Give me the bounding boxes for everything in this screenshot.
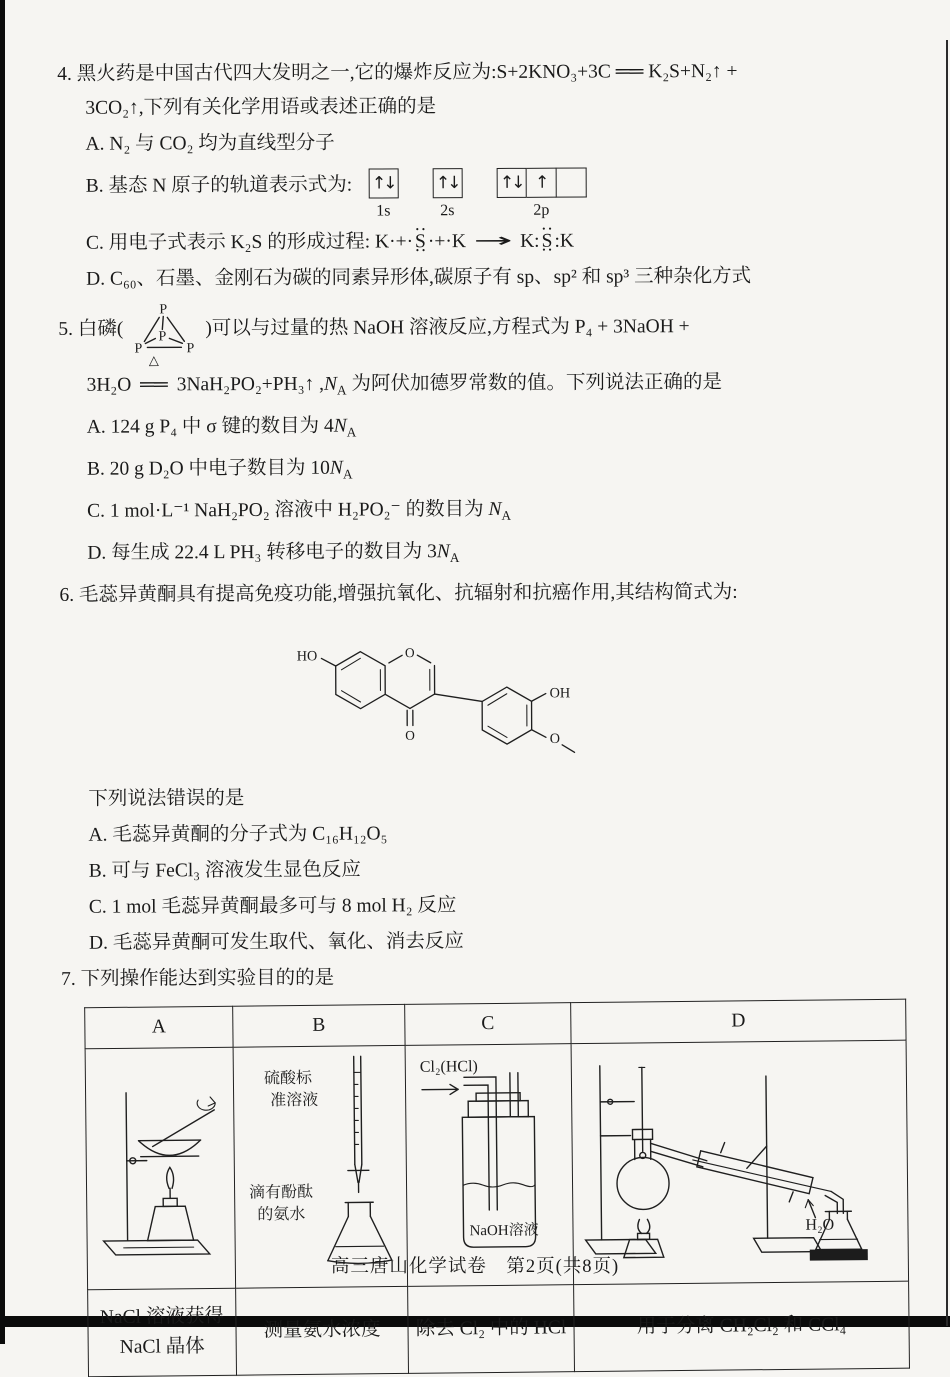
q5-stem-post: )可以与过量的热 NaOH 溶液反应,方程式为 P₄ + 3NaOH + <box>205 310 689 346</box>
orbital-box-2p-2: ↑ <box>526 168 556 198</box>
cell-apparatus-d <box>571 1040 909 1284</box>
q6-stem: 6. 毛蕊异黄酮具有提高免疫功能,增强抗氧化、抗辐射和抗癌作用,其结构简式为: <box>59 575 911 613</box>
q6-option-d: D. 毛蕊异黄酮可发生取代、氧化、消去反应 <box>61 923 913 961</box>
orbital-group-1s <box>368 168 398 220</box>
orbital-box-2p-3 <box>556 168 586 198</box>
p-atom-label: P <box>134 342 142 357</box>
q4-option-c: C. 用电子式表示 K₂S 的形成过程: K·+··· S ···+·K → K:·· S ··:K <box>58 222 910 261</box>
q5-equation-line: 3H₂O △ ══ 3NaH₂PO₂+PH₃↑ $,N_A$ 为阿伏加德罗常数的值。下列说法正确的是 <box>58 365 910 409</box>
ammonia-label-line1: 滴有酚酞 <box>249 1183 313 1202</box>
table-header-b: B <box>233 1004 405 1047</box>
distillation-apparatus-diagram <box>574 1040 906 1271</box>
orbital-box-1s: ↑↓ <box>368 168 398 198</box>
p-atom-label: P <box>186 341 194 356</box>
methoxy-oxygen-label: O <box>550 731 560 747</box>
q5-stem-pre: 5. 白磷( <box>58 313 123 347</box>
q6-option-c: C. 1 mol 毛蕊异黄酮最多可与 8 mol H₂ 反应 <box>61 887 913 925</box>
h2o-label: H₂O <box>805 1216 834 1233</box>
caption-a-line2: NaCl 晶体 <box>91 1331 234 1362</box>
q4-option-a: A. N₂ 与 CO₂ 均为直线型分子 <box>57 124 909 162</box>
q5-option-d: D. 每生成 22.4 L PH₃ 转移电子的数目为 $3N_A$ <box>59 533 911 577</box>
caption-d: 用于分离 CH₂Cl₂ 和 CCl₄ <box>574 1281 910 1372</box>
caption-a <box>88 1288 237 1377</box>
ketone-oxygen-label: O <box>405 727 415 742</box>
cell-apparatus-c <box>405 1043 574 1286</box>
q6-option-a: A. 毛蕊异黄酮的分子式为 C₁₆H₁₂O₅ <box>60 815 912 853</box>
gas-inlet-label: Cl₂(HCl) <box>420 1058 478 1076</box>
ho-label: HO <box>297 648 318 664</box>
p-atom-label: P <box>159 303 167 318</box>
q4-option-b-label: B. 基态 N 原子的轨道表示式为: <box>86 169 353 204</box>
titration-apparatus-diagram <box>234 1046 408 1276</box>
q7-stem: 7. 下列操作能达到实验目的的是 <box>61 959 913 997</box>
table-caption-row <box>88 1281 910 1377</box>
gas-washing-bottle-diagram <box>406 1044 574 1274</box>
orbital-group-2s <box>432 168 462 220</box>
acid-label-line2: 准溶液 <box>270 1090 318 1109</box>
caption-b: 测量氨水浓度 <box>236 1286 409 1375</box>
scan-edge-left <box>0 0 5 1344</box>
orbital-box-2p-1: ↑↓ <box>496 168 526 198</box>
orbital-label-2p: 2p <box>533 201 549 220</box>
q5-option-b: B. 20 g D₂O 中电子数目为 $10N_A$ <box>59 449 911 493</box>
page-content <box>57 52 915 1374</box>
ammonia-label-line2: 的氨水 <box>257 1205 305 1224</box>
table-header-c: C <box>405 1002 571 1045</box>
caption-c: 除去 Cl₂ 中的 HCl <box>408 1284 575 1373</box>
acid-label-line1: 硫酸标 <box>264 1069 313 1088</box>
orbital-label-2s: 2s <box>440 201 454 220</box>
q6-ask: 下列说法错误的是 <box>60 779 912 817</box>
q4-stem: 4. 黑火药是中国古代四大发明之一,它的爆炸反应为:S+2KNO₃+3C ══ K₂S+N₂↑ + 3CO₂↑,下列有关化学用语或表述正确的是 <box>57 54 909 126</box>
ring-oxygen-label: O <box>405 645 415 660</box>
table-header-d: D <box>571 999 906 1044</box>
orbital-group-2p <box>496 168 586 221</box>
caption-a-line1: NaCl 溶液获得 <box>90 1301 233 1332</box>
evaporation-apparatus-diagram <box>86 1047 236 1277</box>
q6-structure-wrap <box>60 613 913 781</box>
experiment-table <box>84 998 910 1377</box>
naoh-solution-label: NaOH溶液 <box>469 1220 538 1239</box>
white-phosphorus-structure-diagram <box>127 300 201 358</box>
q5-option-a: A. 124 g P₄ 中 σ 键的数目为 $4N_A$ <box>59 407 911 451</box>
table-header-a: A <box>85 1006 233 1049</box>
scan-edge-right <box>946 40 948 1326</box>
orbital-box-2s: ↑↓ <box>432 168 462 198</box>
q5-stem <box>58 297 910 359</box>
q4-option-b <box>58 166 910 222</box>
p-atom-label: P <box>158 330 166 345</box>
q4-option-d: D. C₆₀、石墨、金刚石为碳的同素异形体,碳原子有 sp、sp² 和 sp³ 三种杂化方式 <box>58 259 910 297</box>
q5-option-c: C. 1 mol·L⁻¹ NaH₂PO₂ 溶液中 H₂PO₂⁻ 的数目为 $N_A$ <box>59 491 911 535</box>
q6-option-b: B. 可与 FeCl₃ 溶液发生显色反应 <box>61 851 913 889</box>
calycosin-structure-diagram <box>281 614 692 768</box>
orbital-label-1s: 1s <box>376 201 390 220</box>
page-footer: 高三唐山化学试卷 第2页(共8页) <box>0 1252 950 1278</box>
oh-label: OH <box>550 685 571 701</box>
